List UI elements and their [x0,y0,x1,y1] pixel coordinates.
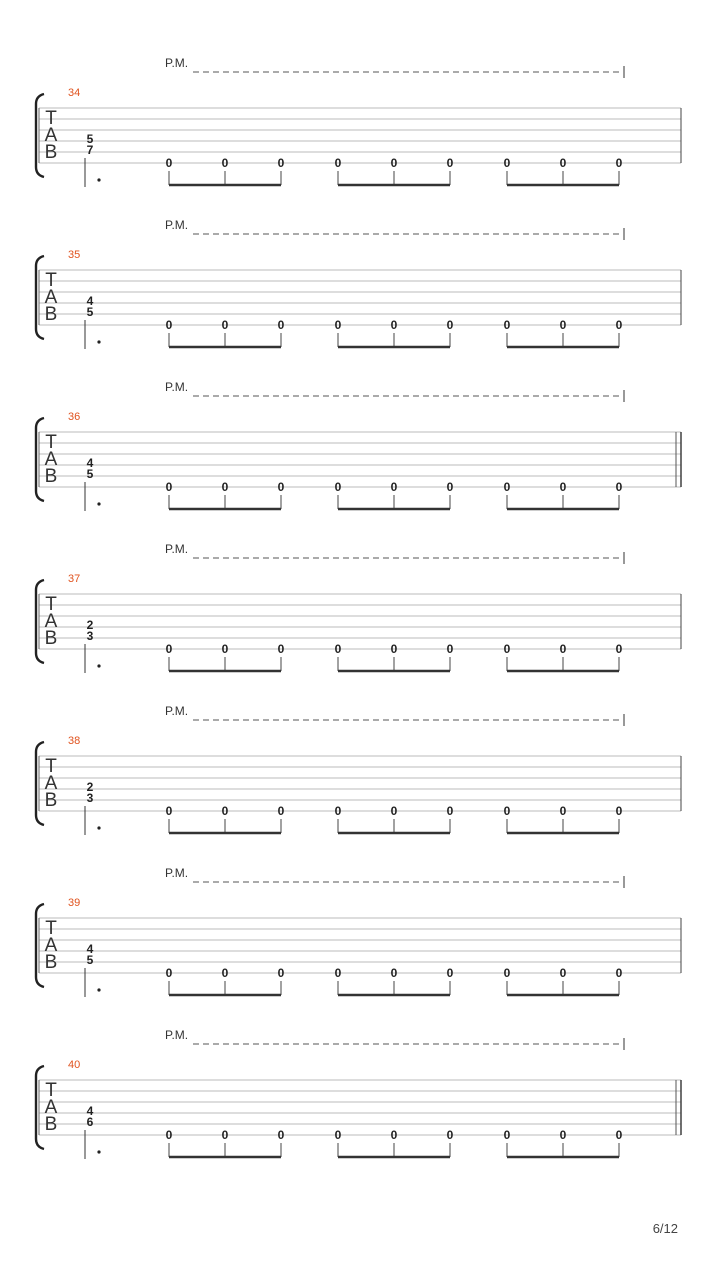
chord-fret-lower: 5 [86,467,94,481]
eighth-note-fret: 0 [503,966,511,980]
tab-clef-letter: T [45,108,57,129]
eighth-note-fret: 0 [165,966,173,980]
eighth-note-fret: 0 [277,1128,285,1142]
duration-dot [97,1150,100,1153]
palm-mute-label: P.M. [165,380,189,394]
duration-dot [97,664,100,667]
chord-fret-lower: 5 [86,953,94,967]
eighth-note-fret: 0 [446,480,454,494]
eighth-note-fret: 0 [446,1128,454,1142]
eighth-note-fret: 0 [277,966,285,980]
eighth-note-fret: 0 [615,156,623,170]
eighth-note-fret: 0 [559,318,567,332]
system-bracket [36,256,44,339]
eighth-note-fret: 0 [277,804,285,818]
tab-clef-letter: T [45,594,57,615]
duration-dot [97,178,100,181]
chord-fret-lower: 3 [86,629,94,643]
eighth-note-fret: 0 [221,804,229,818]
palm-mute-label: P.M. [165,704,189,718]
eighth-note-fret: 0 [503,480,511,494]
eighth-note-fret: 0 [165,1128,173,1142]
tab-clef-letter: T [45,918,57,939]
measure-number: 38 [68,735,81,747]
tab-clef-letter: A [44,1097,58,1118]
palm-mute-label: P.M. [165,1028,189,1042]
eighth-note-fret: 0 [221,966,229,980]
chord-fret-upper: 2 [86,618,94,632]
duration-dot [97,502,100,505]
tab-clef-letter: A [44,287,58,308]
chord-fret-upper: 4 [86,942,94,956]
system-bracket [36,418,44,501]
system-bracket [36,94,44,177]
eighth-note-fret: 0 [446,156,454,170]
chord-fret-lower: 6 [86,1115,94,1129]
eighth-note-fret: 0 [615,804,623,818]
eighth-note-fret: 0 [390,156,398,170]
eighth-note-fret: 0 [334,1128,342,1142]
tab-clef-letter: A [44,773,58,794]
chord-fret-upper: 4 [86,456,94,470]
eighth-note-fret: 0 [615,480,623,494]
tab-clef-letter: B [44,1114,58,1135]
tab-clef-letter: B [44,142,58,163]
eighth-note-fret: 0 [390,804,398,818]
eighth-note-fret: 0 [446,966,454,980]
eighth-note-fret: 0 [559,156,567,170]
system-bracket [36,1066,44,1149]
chord-fret-upper: 4 [86,294,94,308]
eighth-note-fret: 0 [615,642,623,656]
measure-number: 39 [68,897,81,909]
measure-number: 36 [68,411,81,423]
tab-clef-letter: T [45,432,57,453]
chord-fret-upper: 2 [86,780,94,794]
palm-mute-label: P.M. [165,542,189,556]
tab-clef-letter: T [45,1080,57,1101]
system-bracket [36,904,44,987]
eighth-note-fret: 0 [165,156,173,170]
eighth-note-fret: 0 [559,1128,567,1142]
eighth-note-fret: 0 [165,318,173,332]
palm-mute-label: P.M. [165,56,189,70]
eighth-note-fret: 0 [165,804,173,818]
eighth-note-fret: 0 [559,804,567,818]
eighth-note-fret: 0 [390,480,398,494]
tab-clef-letter: B [44,790,58,811]
tab-clef-letter: B [44,628,58,649]
eighth-note-fret: 0 [615,318,623,332]
duration-dot [97,988,100,991]
eighth-note-fret: 0 [503,804,511,818]
eighth-note-fret: 0 [221,156,229,170]
tab-clef-letter: B [44,466,58,487]
eighth-note-fret: 0 [277,156,285,170]
eighth-note-fret: 0 [334,480,342,494]
eighth-note-fret: 0 [615,966,623,980]
eighth-note-fret: 0 [334,804,342,818]
eighth-note-fret: 0 [390,318,398,332]
eighth-note-fret: 0 [277,642,285,656]
tab-clef-letter: A [44,125,58,146]
chord-fret-upper: 5 [86,132,94,146]
measure-number: 37 [68,573,81,585]
eighth-note-fret: 0 [503,156,511,170]
palm-mute-label: P.M. [165,218,189,232]
measure-number: 35 [68,249,81,261]
system-bracket [36,742,44,825]
eighth-note-fret: 0 [446,804,454,818]
tab-clef-letter: B [44,952,58,973]
chord-fret-upper: 4 [86,1104,94,1118]
eighth-note-fret: 0 [615,1128,623,1142]
eighth-note-fret: 0 [334,156,342,170]
eighth-note-fret: 0 [165,642,173,656]
eighth-note-fret: 0 [559,966,567,980]
chord-fret-lower: 3 [86,791,94,805]
eighth-note-fret: 0 [503,1128,511,1142]
eighth-note-fret: 0 [503,642,511,656]
eighth-note-fret: 0 [334,642,342,656]
eighth-note-fret: 0 [277,480,285,494]
eighth-note-fret: 0 [221,318,229,332]
eighth-note-fret: 0 [503,318,511,332]
page-number: 6/12 [652,1221,678,1236]
eighth-note-fret: 0 [221,480,229,494]
duration-dot [97,826,100,829]
eighth-note-fret: 0 [446,642,454,656]
tab-clef-letter: A [44,935,58,956]
tab-clef-letter: A [44,611,58,632]
eighth-note-fret: 0 [390,642,398,656]
eighth-note-fret: 0 [446,318,454,332]
duration-dot [97,340,100,343]
tab-clef-letter: A [44,449,58,470]
eighth-note-fret: 0 [334,318,342,332]
measure-number: 40 [68,1059,81,1071]
measure-number: 34 [68,87,81,99]
eighth-note-fret: 0 [559,480,567,494]
chord-fret-lower: 5 [86,305,94,319]
eighth-note-fret: 0 [277,318,285,332]
eighth-note-fret: 0 [334,966,342,980]
eighth-note-fret: 0 [165,480,173,494]
eighth-note-fret: 0 [221,1128,229,1142]
eighth-note-fret: 0 [221,642,229,656]
eighth-note-fret: 0 [390,1128,398,1142]
palm-mute-label: P.M. [165,866,189,880]
eighth-note-fret: 0 [559,642,567,656]
chord-fret-lower: 7 [86,143,94,157]
tab-clef-letter: B [44,304,58,325]
system-bracket [36,580,44,663]
tab-clef-letter: T [45,270,57,291]
tab-clef-letter: T [45,756,57,777]
eighth-note-fret: 0 [390,966,398,980]
